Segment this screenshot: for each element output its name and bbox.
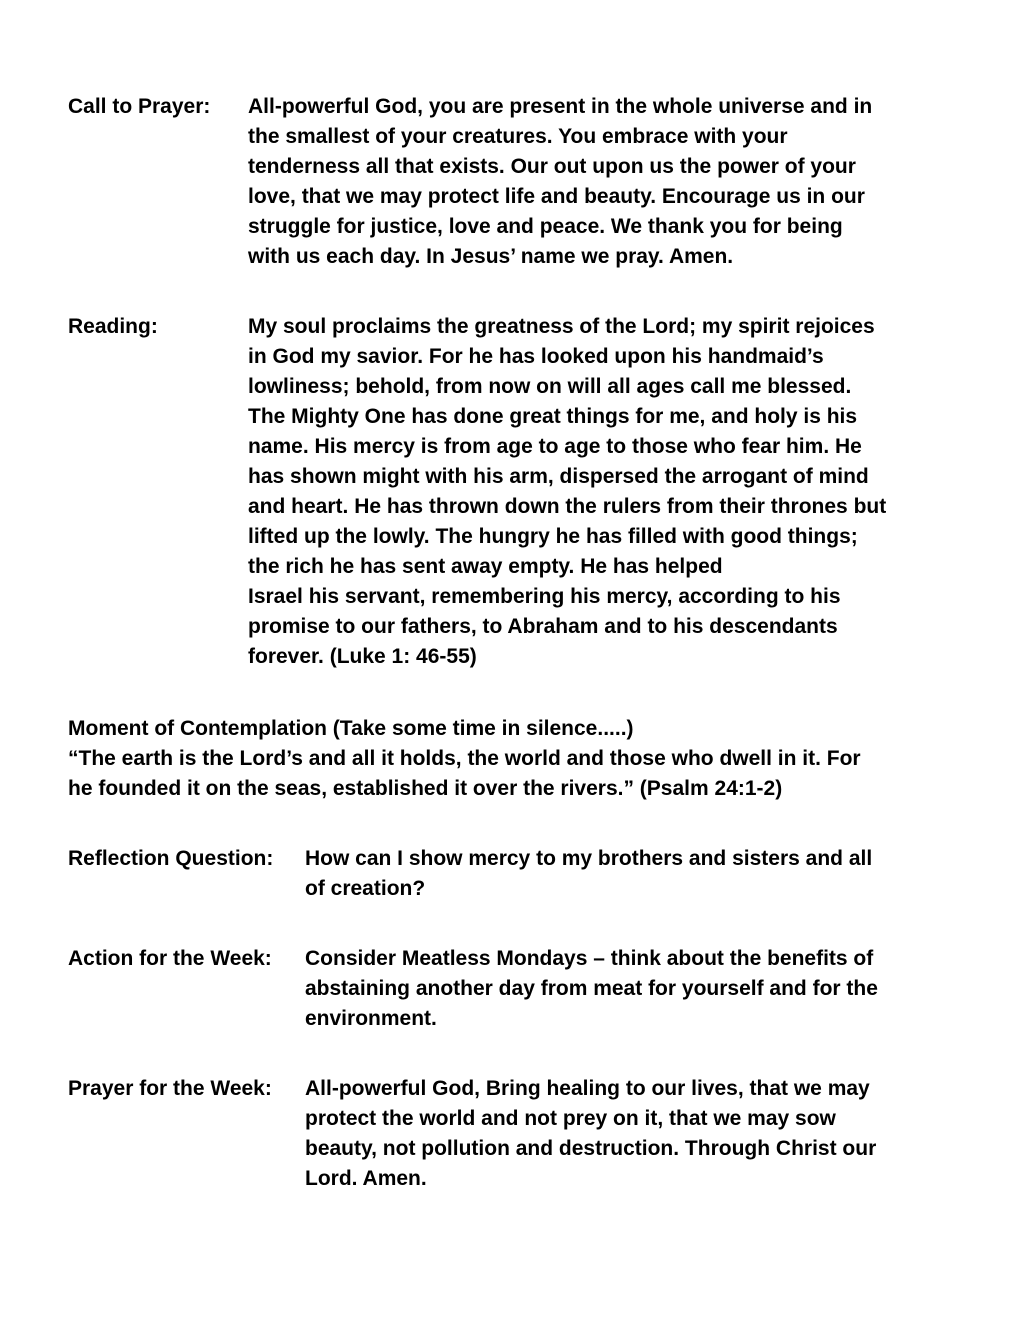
section-reflection-question (68, 844, 1010, 904)
reading-text: My soul proclaims the greatness of the Lord; my spirit rejoices in God my savior. For he has looked upon his handmaid’s lowliness; behold, from now on will all ages call me blessed. The Mighty One has done great things for me, and holy is his name. His mercy is from age to age to those who fear him. He has shown might with his arm, dispersed the arrogant of mind and heart. He has thrown down the rulers from their thrones but lifted up the lowly. The hungry he has filled with good things; the rich he has sent away empty. He has helped Israel his servant, remembering his mercy, according to his promise to our fathers, to Abraham and to his descendants forever. (Luke 1: 46-55) (248, 315, 887, 668)
contemplation-quote: “The earth is the Lord’s and all it holds, the world and those who dwell in it. For he founded it on the seas, established it over the rivers.” (Psalm 24:1-2) (68, 747, 861, 800)
contemplation-heading: Moment of Contemplation (Take some time in silence.....) (68, 717, 634, 740)
section-prayer-for-the-week (68, 1074, 1010, 1194)
prayer-for-week-text: All-powerful God, Bring healing to our lives, that we may protect the world and not prey on it, that we may sow beauty, not pollution and destruction. Through Christ our Lord. Amen. (305, 1077, 877, 1190)
reading-label: Reading: (68, 315, 158, 338)
call-to-prayer-label: Call to Prayer: (68, 95, 211, 118)
prayer-for-week-label: Prayer for the Week: (68, 1077, 272, 1100)
section-moment-of-contemplation (68, 714, 1010, 804)
reflection-question-text: How can I show mercy to my brothers and sisters and all of creation? (305, 847, 873, 900)
reflection-question-label: Reflection Question: (68, 847, 274, 870)
section-call-to-prayer (68, 92, 1010, 272)
call-to-prayer-text: All-powerful God, you are present in the whole universe and in the smallest of your creatures. You embrace with your tenderness all that exists. Our out upon us the power of your love, that we may protect life and beauty. Encourage us in our struggle for justice, love and peace. We thank you for being with us each day. In Jesus’ name we pray. Amen. (248, 95, 873, 268)
section-reading (68, 312, 1010, 672)
section-action-for-the-week (68, 944, 1010, 1034)
action-for-week-label: Action for the Week: (68, 947, 272, 970)
action-for-week-text: Consider Meatless Mondays – think about the benefits of abstaining another day from meat for yourself and for the environment. (305, 947, 878, 1030)
